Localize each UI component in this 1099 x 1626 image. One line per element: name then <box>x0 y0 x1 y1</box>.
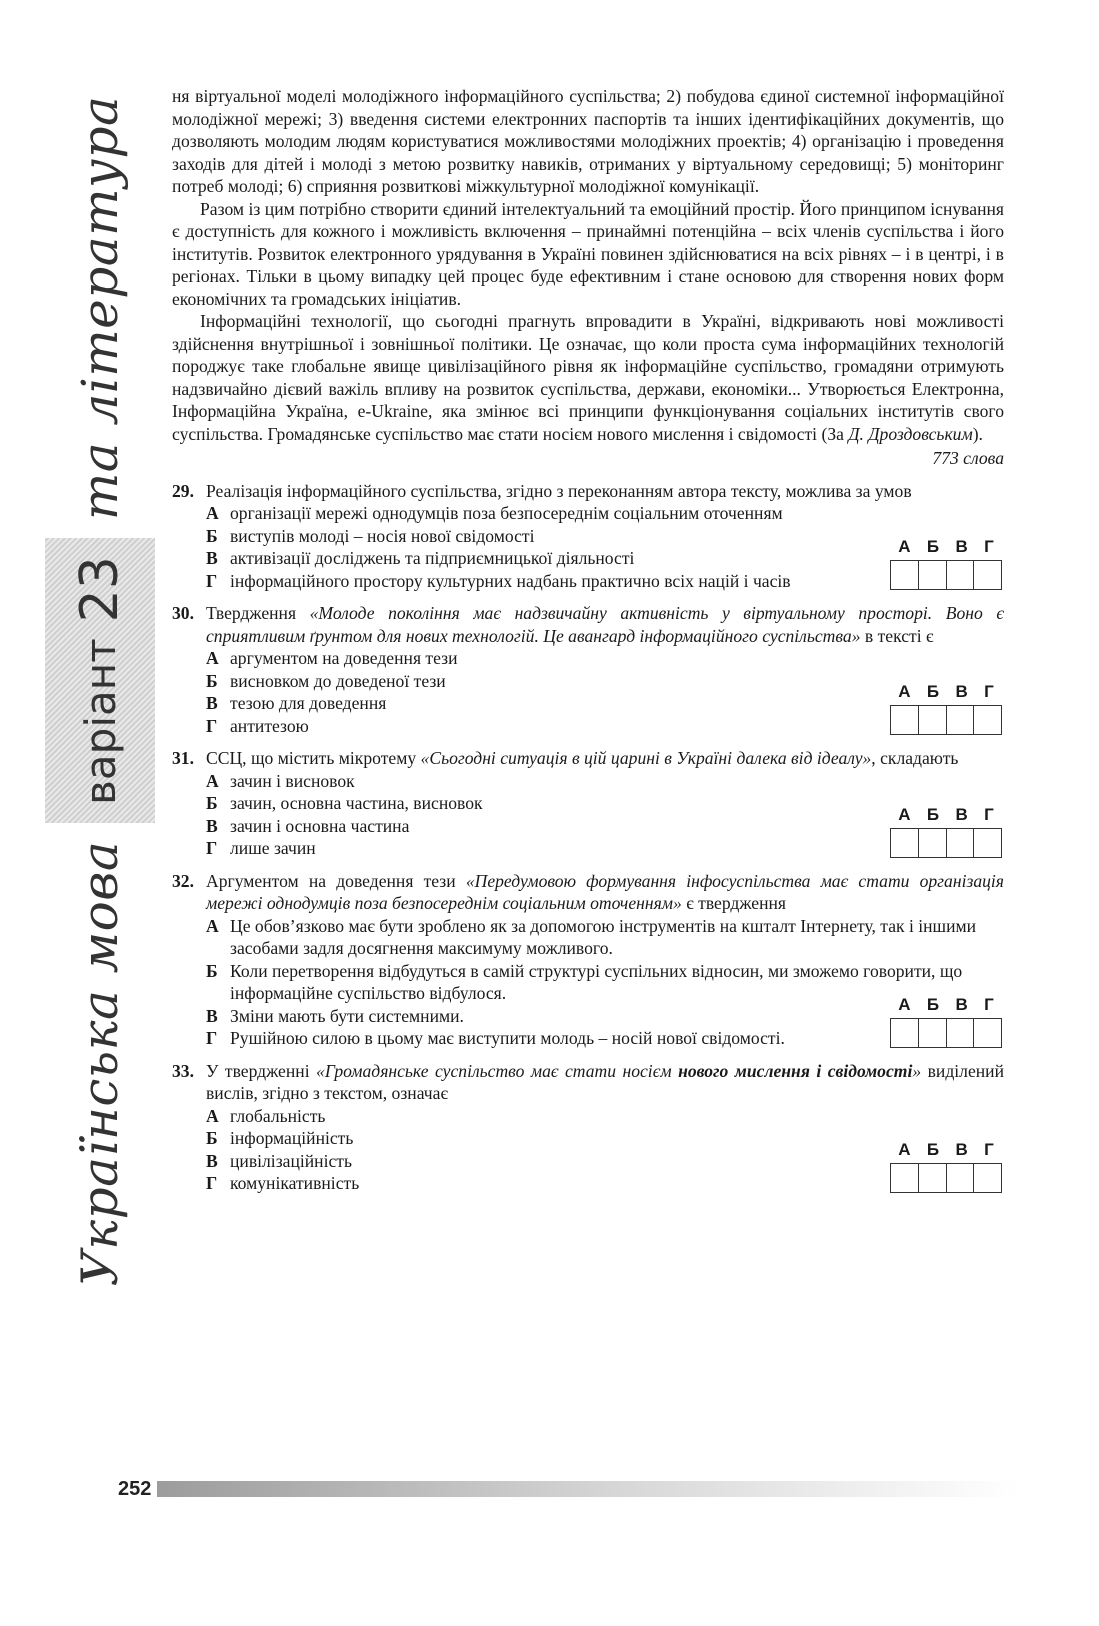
answer-box-a[interactable] <box>891 1164 919 1192</box>
option-letter: Б <box>206 670 218 691</box>
option-text: Зміни мають бути системними. <box>230 1005 464 1026</box>
option-d <box>206 570 870 593</box>
answer-box-b[interactable] <box>919 829 947 857</box>
answer-grid <box>890 537 1002 590</box>
sidebar-variant-band <box>45 538 155 823</box>
option-letter: А <box>206 770 219 791</box>
question-text-end: є твердження <box>681 893 787 913</box>
answer-grid <box>890 995 1002 1048</box>
answer-box-a[interactable] <box>891 1019 919 1047</box>
option-letter: Б <box>206 960 218 981</box>
option-text: зачин і основна частина <box>230 815 410 836</box>
answer-box-d[interactable] <box>974 829 1001 857</box>
option-text: інформаційного простору культурних надбань практично всіх націй і часів <box>230 570 791 591</box>
question-text-end: , складають <box>871 748 959 768</box>
option-letter: Г <box>206 715 218 736</box>
question-29 <box>172 480 1004 593</box>
grid-label-c: В <box>955 994 968 1014</box>
option-letter: Г <box>206 1028 218 1048</box>
option-c <box>206 547 870 570</box>
option-letter: В <box>206 1005 218 1026</box>
question-stem <box>172 602 1004 647</box>
answer-box-b[interactable] <box>919 706 947 734</box>
option-letter: А <box>206 648 219 668</box>
option-a <box>206 770 870 793</box>
option-letter: Г <box>206 570 218 591</box>
option-c <box>206 1150 870 1173</box>
option-a <box>206 1105 870 1128</box>
grid-label-d: Г <box>984 682 994 701</box>
option-c <box>206 815 870 838</box>
question-quote: «Передумовою формування інфосуспільства має стати організація мережі однодумців поза безпосереднім соціальним оточенням» <box>206 870 1004 913</box>
grid-label-b: Б <box>926 1139 940 1159</box>
option-d <box>206 1027 870 1050</box>
question-stem <box>172 870 1004 915</box>
question-text: Аргументом на доведення тези <box>206 870 466 891</box>
sidebar-subject: Українська мова <box>71 840 129 1287</box>
sidebar-variant-number: 23 <box>70 556 130 623</box>
grid-label-b: Б <box>926 682 940 701</box>
sidebar-variant-label: варіант <box>75 638 125 805</box>
sidebar-subject-2: та література <box>71 95 129 521</box>
answer-box-d[interactable] <box>974 706 1001 734</box>
answer-box-a[interactable] <box>891 561 919 589</box>
answer-grid <box>890 805 1002 858</box>
answer-grid <box>890 682 1002 735</box>
grid-label-d: Г <box>984 804 994 824</box>
option-text: висновком до доведеної тези <box>230 670 446 691</box>
answer-box-b[interactable] <box>919 561 947 589</box>
question-stem <box>172 747 1004 770</box>
answer-box-c[interactable] <box>947 561 975 589</box>
question-number: 33. <box>172 1060 194 1081</box>
grid-label-a: А <box>898 1139 911 1159</box>
grid-label-b: Б <box>926 994 940 1014</box>
option-text: глобальність <box>230 1105 326 1126</box>
option-c <box>206 692 870 715</box>
answer-box-a[interactable] <box>891 829 919 857</box>
grid-label-a: А <box>898 994 911 1014</box>
paragraph-3-end: ). <box>972 423 983 444</box>
answer-grid <box>890 1140 1002 1193</box>
option-c <box>206 1005 870 1028</box>
question-quote-end: » <box>912 1060 922 1081</box>
grid-label-a: А <box>898 804 911 824</box>
option-letter: А <box>206 503 219 523</box>
question-stem <box>172 1060 1004 1105</box>
answer-box-c[interactable] <box>947 1164 975 1192</box>
option-a <box>206 647 870 670</box>
question-stem <box>172 480 1004 503</box>
option-text: Це обов’язково має бути зроблено як за допомогою інструментів на кшталт Інтернету, так і іншими засобами задля досягнення максимуму можливого. <box>230 915 977 958</box>
question-31 <box>172 747 1004 860</box>
option-b <box>206 670 870 693</box>
option-letter: А <box>206 1105 219 1126</box>
option-b <box>206 792 870 815</box>
answer-box-d[interactable] <box>974 1019 1001 1047</box>
option-text: цивілізаційність <box>230 1150 352 1171</box>
text-paragraph-2: Разом із цим потрібно створити єдиний інтелектуальний та емоційний простір. Його принципом існування є доступність для кожного і можливість включення – принаймні потенційна – всіх членів суспільства і його інститутів. Розвиток електронного урядування в Україні повинен здійснюватися на всіх рівнях – і в центрі, і в регіонах. Тільки в цьому випадку цей процес буде ефективним і стане основою для створення нових форм економічних та громадських ініціатив. <box>172 198 1004 309</box>
option-letter: Г <box>206 1173 218 1193</box>
option-text: Рушійною силою в цьому має виступити молодь – носій нової свідомості. <box>230 1028 785 1048</box>
answer-box-c[interactable] <box>947 1019 975 1047</box>
question-quote: «Громадянське суспільство має стати носієм <box>316 1060 679 1081</box>
answer-box-b[interactable] <box>919 1164 947 1192</box>
option-text: аргументом на доведення тези <box>230 648 458 668</box>
grid-label-c: В <box>955 682 968 701</box>
option-text: зачин і висновок <box>230 770 355 791</box>
option-letter: В <box>206 815 218 836</box>
sidebar-banner <box>40 95 160 1287</box>
question-quote: «Сьогодні ситуація в цій царині в Україні далека від ідеалу» <box>420 748 872 768</box>
question-33 <box>172 1060 1004 1195</box>
option-letter: В <box>206 693 218 713</box>
grid-label-a: А <box>898 682 911 701</box>
question-number: 29. <box>172 480 194 501</box>
option-a <box>206 915 1030 960</box>
author-name: Д. Дроздовським <box>848 423 973 444</box>
question-30 <box>172 602 1004 737</box>
option-letter: Б <box>206 525 218 546</box>
option-text: Коли перетворення відбудуться в самій структурі суспільних відносин, ми зможемо говорити, що інформаційне суспільство відбулося. <box>230 960 963 1003</box>
text-paragraph-1: ня віртуальної моделі молодіжного інформаційного суспільства; 2) побудова єдиної системної інформаційної молодіжної мережі; 3) введення системи електронних паспортів та інших ідентифікаційних документів, що дозволяють молодим людям користуватися можливостями молодіжних проектів; 4) організацію і проведення заходів для дітей і молоді з метою розвитку навиків, отриманих у віртуальному середовищі; 5) моніторинг потреб молоді; 6) сприяння розвиткові міжкультурної молодіжної комунікації. <box>172 86 1004 196</box>
option-letter: В <box>206 1150 218 1171</box>
grid-label-c: В <box>955 804 968 824</box>
question-number: 31. <box>172 748 194 768</box>
option-letter: А <box>206 915 219 936</box>
answer-box-c[interactable] <box>947 829 975 857</box>
answer-box-b[interactable] <box>919 1019 947 1047</box>
option-b <box>206 1127 870 1150</box>
grid-label-b: Б <box>926 804 940 824</box>
option-text: тезою для доведення <box>230 693 387 713</box>
option-d <box>206 715 870 738</box>
paragraph-3-main: Інформаційні технології, що сьогодні прагнуть впровадити в Україні, відкривають нові можливості здійснення внутрішньої і зовнішньої політики. Це означає, що коли проста сума інформаційних технологій породжує таке глобальне явище цивілізаційного рівня як інформаційне суспільство, громадяни отримують надзвичайно дієвий важіль впливу на розвиток суспільства, держави, економіки... Утворюється Електронна, Інформаційна Україна, e-Ukraine, яка змінює всі принципи функціонування соціальних інститутів свого суспільства. Громадянське суспільство має стати носієм нового мислення і свідомості (За <box>172 311 1004 444</box>
question-text-end: в тексті є <box>860 625 934 646</box>
option-letter: Б <box>206 793 218 813</box>
grid-label-d: Г <box>984 994 994 1014</box>
option-text: лише зачин <box>230 838 316 858</box>
question-quote: «Молоде покоління має надзвичайну активність у віртуальному просторі. Воно є сприятливим ґрунтом для нових технологій. Це авангард інформаційного суспільства» <box>206 603 1004 646</box>
text-paragraph-3 <box>172 310 1004 445</box>
option-text: комунікативність <box>230 1173 360 1193</box>
question-32 <box>172 870 1004 1050</box>
grid-label-a: А <box>898 537 911 556</box>
question-text: ССЦ, що містить мікротему <box>206 748 421 768</box>
question-number: 32. <box>172 870 194 891</box>
option-text: організації мережі однодумців поза безпосереднім соціальним оточенням <box>230 503 783 523</box>
option-letter: В <box>206 548 218 568</box>
answer-box-a[interactable] <box>891 706 919 734</box>
option-letter: Г <box>206 838 218 858</box>
page-footer <box>118 1478 1018 1500</box>
question-text-end: виділений вислів, згідно з текстом, означає <box>206 1060 1004 1103</box>
question-number: 30. <box>172 603 194 623</box>
answer-box-c[interactable] <box>947 706 975 734</box>
option-text: активізації досліджень та підприємницької діяльності <box>230 548 635 568</box>
grid-label-c: В <box>955 537 968 556</box>
question-text: Твердження <box>206 603 310 623</box>
word-count: 773 слова <box>932 448 1004 468</box>
option-d <box>206 1172 870 1195</box>
answer-box-d[interactable] <box>974 1164 1001 1192</box>
option-a <box>206 502 870 525</box>
option-text: зачин, основна частина, висновок <box>230 793 483 813</box>
answer-box-d[interactable] <box>974 561 1001 589</box>
option-text: виступів молоді – носія нової свідомості <box>230 525 535 546</box>
grid-label-c: В <box>955 1139 968 1159</box>
page-number: 252 <box>118 1477 152 1500</box>
main-content <box>172 85 1004 1195</box>
footer-decorative-bar <box>157 1481 1018 1497</box>
question-text: Реалізація інформаційного суспільства, згідно з переконанням автора тексту, можлива за умов <box>206 480 912 501</box>
grid-label-d: Г <box>984 1139 994 1159</box>
question-text: У твердженні <box>206 1060 317 1081</box>
option-text: інформаційність <box>230 1128 354 1148</box>
option-d <box>206 837 870 860</box>
option-b <box>206 525 870 548</box>
question-quote-highlight: нового мислення і свідомості <box>678 1060 913 1081</box>
option-letter: Б <box>206 1128 218 1148</box>
option-text: антитезою <box>230 715 309 736</box>
grid-label-d: Г <box>984 537 994 556</box>
grid-label-b: Б <box>926 537 940 556</box>
